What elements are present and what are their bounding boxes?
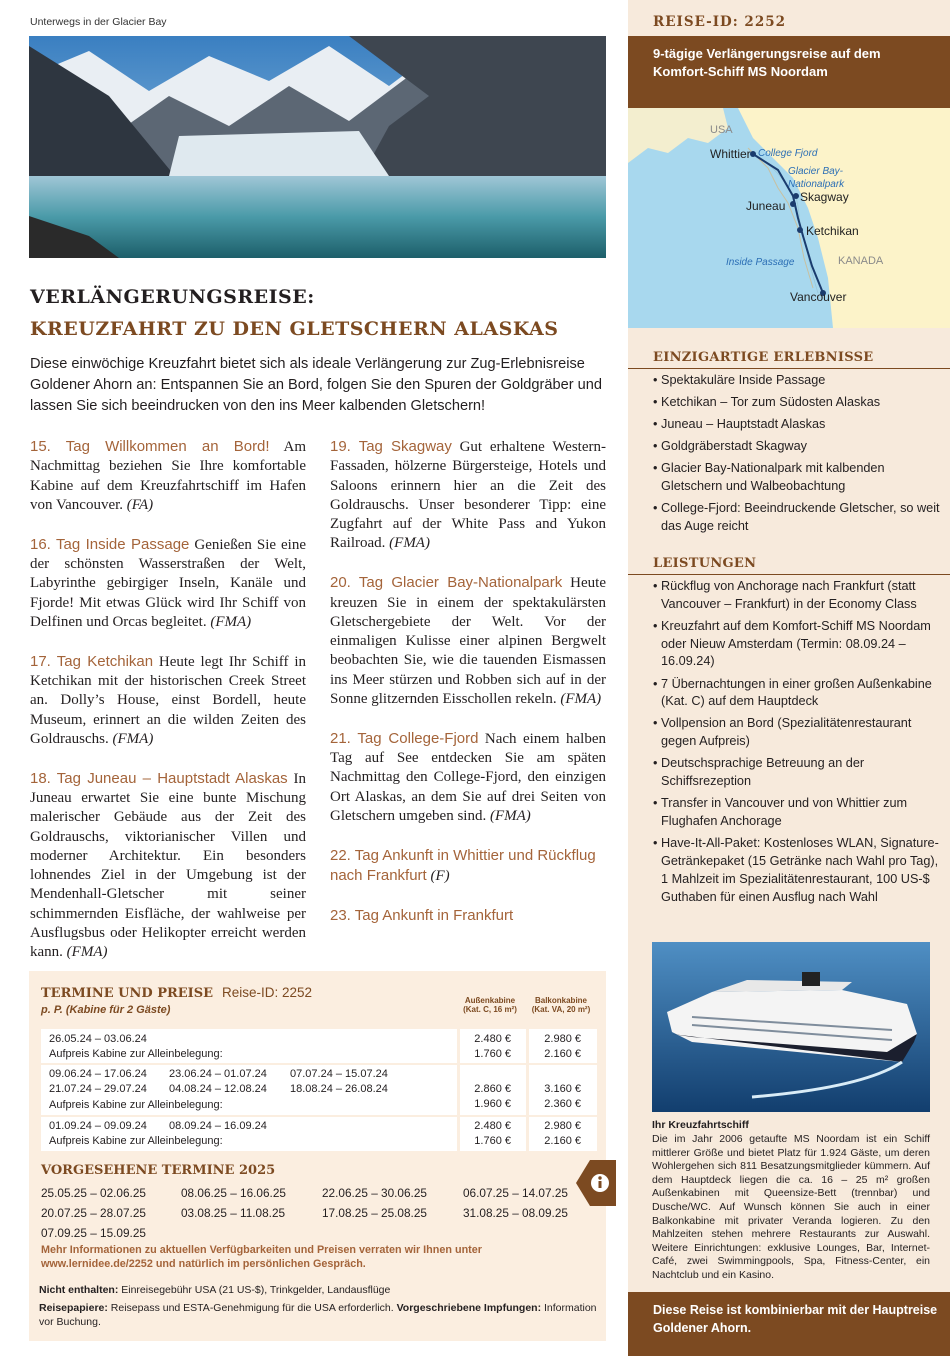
price: 2.480 €: [474, 1120, 511, 1132]
notes: Nicht enthalten: Einreisegebühr USA (21 US-$), Trinkgelder, Landausflüge Reisepapiere: Reisepass und ESTA-Genehmigung für die USA erforderlich. Vorgeschriebene Impfungen: Information vor Buchung.: [39, 1284, 597, 1328]
map-label-skagway: Skagway: [800, 190, 849, 204]
list-item: • 7 Übernachtungen in einer großen Außenkabine (Kat. C) auf dem Hauptdeck: [653, 676, 943, 712]
day-15: 15. Tag Willkommen an Bord! Am Nachmittag beziehen Sie Ihre komfortable Kabine auf dem Kreuzfahrtschiff im Hafen von Vancouver. (FA): [30, 438, 306, 513]
prices-subtitle: p. P. (Kabine für 2 Gäste): [41, 1004, 171, 1016]
date-2025: 08.06.25 – 16.06.25: [181, 1186, 286, 1200]
date-range: 26.05.24 – 03.06.24: [49, 1033, 147, 1045]
price: 2.860 €: [474, 1083, 511, 1095]
route-map: [628, 108, 950, 328]
price: 1.960 €: [474, 1098, 511, 1110]
map-label-juneau: Juneau: [746, 199, 786, 213]
date-range: 04.08.24 – 12.08.24: [169, 1083, 267, 1095]
price: 2.980 €: [544, 1120, 581, 1132]
day-20: 20. Tag Glacier Bay-Nationalpark Heute kreuzen Sie in einem der spektakulärsten Gletschergebiete der Welt. Vor der einmaligen Kulisse einer alpinen Bergwelt beobachten Sie, wie die tauenden Eismassen ins Meer stürzen und Robben sich auf in der Sonne glitzernden Eisschollen rekeln. (FMA): [330, 574, 606, 708]
prices-reise-id: Reise-ID: 2252: [222, 985, 313, 1000]
date-2025: 07.09.25 – 15.09.25: [41, 1226, 146, 1240]
price-block-2: [41, 1065, 597, 1115]
itinerary-column-1: [30, 437, 306, 982]
list-item: • Rückflug von Anchorage nach Frankfurt (statt Vancouver – Frankfurt) in der Economy Class: [653, 578, 943, 614]
price: 2.480 €: [474, 1033, 511, 1045]
date-range: 18.08.24 – 26.08.24: [290, 1083, 388, 1095]
map-label-glacier-bay-2: Nationalpark: [788, 179, 845, 190]
ship-caption-title: Ihr Kreuzfahrtschiff: [652, 1119, 749, 1131]
price: 1.760 €: [474, 1048, 511, 1060]
highlights-list: [653, 372, 943, 540]
price: 2.360 €: [544, 1098, 581, 1110]
map-label-college-fjord: College Fjord: [758, 148, 818, 159]
ship-caption: Die im Jahr 2006 getaufte MS Noordam ist ein Schiff mittlerer Größe und bietet Platz für 1.924 Gäste, um deren Wohlergehen sich 811 Besatzungsmitglieder kümmern. Auf dem Hauptdeck liegen die ca. 16 – 25 m² großen Außenkabinen mit Queensize-Bett (trennbar) und Dusche/WC. Auf Wunsch können Sie auch in einer Balkonkabine mit privater Veranda logieren. Zu den Mahlzeiten stehen mehrere Restaurants zur Auswahl. Weitere Einrichtungen: exklusive Lounges, Bar, Internet-Café, zwei Swimmingpools, Spa, Fitness-Center, ein Nachtclub und ein Kasino.: [652, 1133, 930, 1281]
date-2025: 17.08.25 – 25.08.25: [322, 1206, 427, 1220]
sidebar-header-band: 9-tägige Verlängerungsreise auf dem Komfort-Schiff MS Noordam: [628, 36, 950, 108]
date-range: 01.09.24 – 09.09.24: [49, 1120, 147, 1132]
day-21: 21. Tag College-Fjord Nach einem halben Tag auf See entdecken Sie am späten Nachmittag den College-Fjord, den einzigen Ort Alaskas, an dem Sie auf drei Seiten von Gletschern umgeben sind. (FMA): [330, 729, 606, 825]
prices-title: TERMINE UND PREISE: [41, 986, 214, 1001]
day-16: 16. Tag Inside Passage Genießen Sie eine der schönsten Wasserstraßen der Welt, Labyrinthe gebirgiger Inseln, Kanäle und Fjorde! Mit etwas Glück wird Ihr Schiff von Delfinen und Orcas begleitet. (FMA): [30, 535, 307, 630]
date-2025: 20.07.25 – 28.07.25: [41, 1206, 146, 1220]
highlights-title: EINZIGARTIGE ERLEBNISSE: [653, 350, 874, 365]
map-label-vancouver: Vancouver: [790, 290, 847, 304]
ship-photo: [652, 942, 930, 1112]
intro-text: Diese einwöchige Kreuzfahrt bietet sich als ideale Verlängerung zur Zug-Erlebnisreise Goldener Ahorn an: Entspannen Sie an Bord, folgen Sie den Spuren der Goldgräber und lassen Sie sich beeindrucken von den ins Meer kalbenden Gletschern!: [30, 356, 602, 414]
list-item: • Ketchikan – Tor zum Südosten Alaskas: [653, 394, 943, 412]
date-2025: 25.05.25 – 02.06.25: [41, 1186, 146, 1200]
list-item: • Deutschsprachige Betreuung an der Schiffsrezeption: [653, 755, 943, 791]
list-item: • Kreuzfahrt auf dem Komfort-Schiff MS Noordam oder Nieuw Amsterdam (Termin: 08.09.24 – 16.09.24): [653, 618, 943, 671]
single-surcharge-label: Aufpreis Kabine zur Alleinbelegung:: [49, 1135, 223, 1147]
price: 2.160 €: [544, 1135, 581, 1147]
more-info-text: Mehr Informationen zu aktuellen Verfügbarkeiten und Preisen verraten wir Ihnen unter www.lernidee.de/2252 und natürlich im persönlichen Gespräch.: [41, 1244, 482, 1270]
date-range: 21.07.24 – 29.07.24: [49, 1083, 147, 1095]
col-head-balkonkabine: Balkonkabine (Kat. VA, 20 m²): [531, 996, 591, 1014]
date-2025: 03.08.25 – 11.08.25: [181, 1206, 286, 1220]
price: 3.160 €: [544, 1083, 581, 1095]
sidebar-reise-id: REISE-ID: 2252: [653, 14, 786, 30]
right-sidebar: [628, 0, 950, 1356]
date-range: 23.06.24 – 01.07.24: [169, 1068, 267, 1080]
prices-box: [29, 971, 606, 1341]
price-block-3: [41, 1117, 597, 1151]
list-item: • College-Fjord: Beeindruckende Gletscher, so weit das Auge reicht: [653, 500, 943, 536]
column-divider: [457, 1023, 460, 1151]
title-line-2: KREUZFAHRT ZU DEN GLETSCHERN ALASKAS: [30, 318, 559, 340]
day-17: 17. Tag Ketchikan Heute legt Ihr Schiff in Ketchikan mit der historischen Creek Street an. Dolly’s House, einst Bordell, heute Museum, erinnert an die wilden Zeiten des Goldrauschs. (FMA): [30, 652, 306, 747]
services-list: [653, 578, 943, 911]
photo-caption: Unterwegs in der Glacier Bay: [30, 16, 167, 28]
map-label-inside-passage: Inside Passage: [726, 257, 795, 268]
date-range: 07.07.24 – 15.07.24: [290, 1068, 388, 1080]
list-item: • Have-It-All-Paket: Kostenloses WLAN, Signature-Getränkepaket (15 Getränke nach Wahl pro Tag), 1 Mahlzeit im Spezialitätenrestaurant, 100 US-$ Guthaben für einen Ausflug nach Wahl: [653, 835, 943, 906]
map-label-usa: USA: [710, 124, 733, 136]
map-label-kanada: KANADA: [838, 255, 884, 267]
list-item: • Glacier Bay-Nationalpark mit kalbenden Gletschern und Walbeobachtung: [653, 460, 943, 496]
map-label-ketchikan: Ketchikan: [806, 224, 859, 238]
list-item: • Spektakuläre Inside Passage: [653, 372, 943, 390]
price: 1.760 €: [474, 1135, 511, 1147]
day-23: 23. Tag Ankunft in Frankfurt: [330, 906, 514, 924]
price: 2.160 €: [544, 1048, 581, 1060]
day-18: 18. Tag Juneau – Hauptstadt Alaskas In Juneau erwartet Sie eine bunte Mischung malerischer Gebäude aus der Zeit des Goldrauschs, viktorianischer Villen und moderner Architektur. Ein besonders lohnendes Ziel in der Umgebung ist der Mendenhall-Gletscher mit seiner schimmernden Eisfläche, der wahlweise per Ausflugsbus oder Helikopter erreicht werden kann. (FMA): [30, 769, 306, 961]
day-19: 19. Tag Skagway Gut erhaltene Western-Fassaden, hölzerne Bürgersteige, Hotels und Saloons erinnern hier an die Zeit des Goldrauschs. Unser besonderer Tipp: eine Zugfahrt auf der White Pass and Yukon Railroad. (FMA): [330, 438, 606, 552]
combinable-note: Diese Reise ist kombinierbar mit der Hauptreise Goldener Ahorn.: [628, 1292, 950, 1356]
single-surcharge-label: Aufpreis Kabine zur Alleinbelegung:: [49, 1099, 223, 1111]
date-2025: 06.07.25 – 14.07.25: [463, 1186, 568, 1200]
price-block-1: [41, 1029, 597, 1063]
list-item: • Goldgräberstadt Skagway: [653, 438, 943, 456]
services-title: LEISTUNGEN: [653, 556, 757, 571]
divider: [628, 368, 950, 369]
date-2025: 31.08.25 – 08.09.25: [463, 1206, 568, 1220]
list-item: • Vollpension an Bord (Spezialitätenrestaurant gegen Aufpreis): [653, 715, 943, 751]
glacier-photo: [29, 36, 606, 258]
dates-2025-title: VORGESEHENE TERMINE 2025: [41, 1163, 276, 1178]
date-range: 09.06.24 – 17.06.24: [49, 1068, 147, 1080]
day-22: 22. Tag Ankunft in Whittier und Rückflug nach Frankfurt (F): [330, 846, 596, 885]
map-label-glacier-bay-1: Glacier Bay-: [788, 166, 844, 177]
single-surcharge-label: Aufpreis Kabine zur Alleinbelegung:: [49, 1048, 223, 1060]
price: 2.980 €: [544, 1033, 581, 1045]
list-item: • Juneau – Hauptstadt Alaskas: [653, 416, 943, 434]
date-2025: 22.06.25 – 30.06.25: [322, 1186, 427, 1200]
title-line-1: VERLÄNGERUNGSREISE:: [30, 286, 315, 308]
date-range: 08.09.24 – 16.09.24: [169, 1120, 267, 1132]
info-icon[interactable]: [576, 1160, 616, 1206]
column-divider: [526, 1023, 529, 1151]
col-head-aussenkabine: Außenkabine (Kat. C, 16 m²): [463, 996, 517, 1014]
map-label-whittier: Whittier: [710, 147, 751, 161]
itinerary-column-2: [330, 437, 606, 946]
divider: [628, 574, 950, 575]
list-item: • Transfer in Vancouver und von Whittier zum Flughafen Anchorage: [653, 795, 943, 831]
